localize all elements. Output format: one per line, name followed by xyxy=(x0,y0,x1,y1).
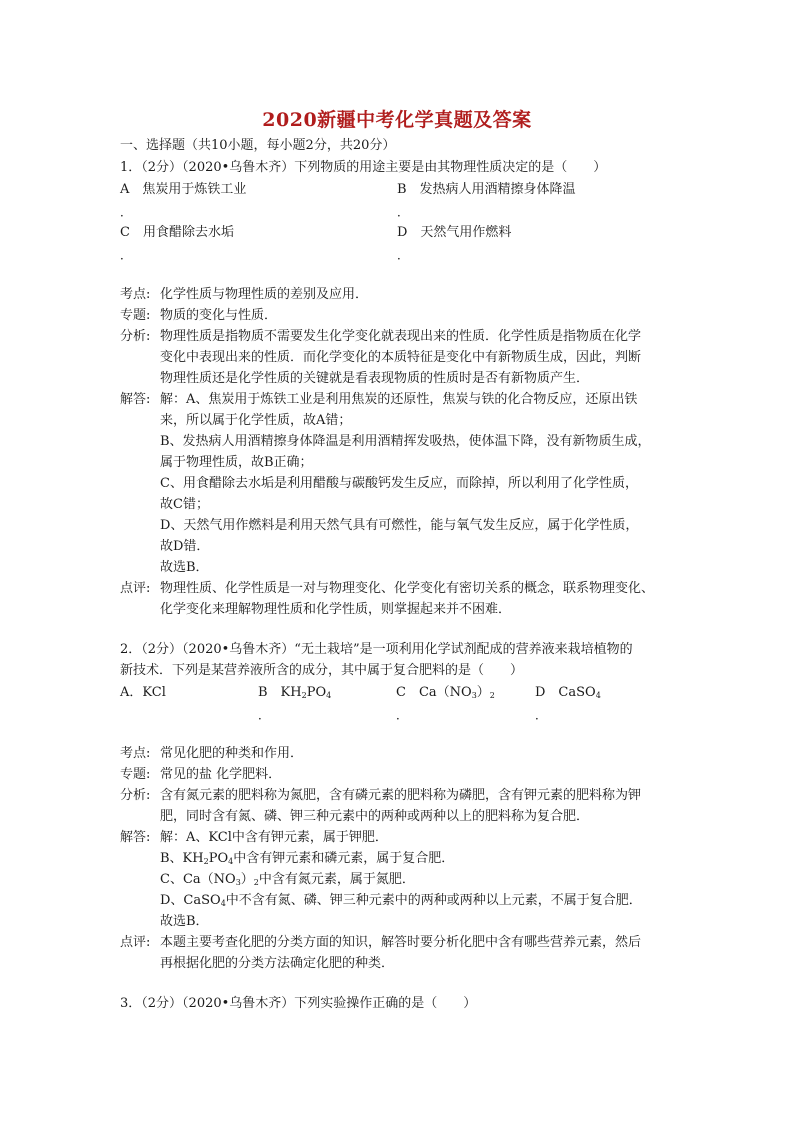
q2-zhuanti: 常见的盐 化学肥料． xyxy=(160,767,282,782)
q1-jieda-line: 故选B． xyxy=(160,560,209,575)
q1-dianping-line: 化学变化来理解物理性质和化学性质，则掌握起来并不困难． xyxy=(160,602,512,617)
option-dot: ． xyxy=(397,248,410,262)
q2-jieda-label: 解答: xyxy=(120,830,151,845)
q1-kaodian: 化学性质与物理性质的差别及应用． xyxy=(160,287,369,302)
q2-jieda-line: D、CaSO$_4$中不含有氮、磷、钾三种元素中的两种或两种以上元素，不属于复合肥． xyxy=(160,893,642,908)
q1-option-c: C 用食醋除去水垢 xyxy=(120,225,234,240)
q2-dianping-label: 点评: xyxy=(120,935,151,950)
q1-jieda-line: 解：A、焦炭用于炼铁工业是利用焦炭的还原性，焦炭与铁的化合物反应，还原出铁 xyxy=(160,392,638,407)
q2-fenxi-label: 分析: xyxy=(120,788,151,803)
option-dot: ． xyxy=(120,248,133,262)
document-title: 2020新疆中考化学真题及答案 xyxy=(262,109,532,131)
q1-fenxi-label: 分析: xyxy=(120,329,151,344)
q2-fenxi-line: 含有氮元素的肥料称为氮肥，含有磷元素的肥料称为磷肥，含有钾元素的肥料称为钾 xyxy=(160,788,642,803)
q1-kaodian-label: 考点: xyxy=(120,287,151,302)
q1-stem: 1．（2分）（2020•乌鲁木齐）下列物质的用途主要是由其物理性质决定的是（ ） xyxy=(120,160,607,175)
q1-jieda-line: 故D错． xyxy=(160,539,210,554)
section-heading: 一、选择题（共10小题，每小题2分，共20分） xyxy=(120,138,396,153)
q2-kaodian: 常见化肥的种类和作用． xyxy=(160,746,304,761)
q1-jieda-line: D、天然气用作燃料是利用天然气具有可燃性，能与氧气发生反应，属于化学性质， xyxy=(160,518,639,533)
q1-fenxi-line: 物理性质还是化学性质的关键就是看表现物质的性质时是否有新物质产生． xyxy=(160,371,590,386)
q2-jieda-line: 解：A、KCl中含有钾元素，属于钾肥． xyxy=(160,830,388,845)
option-dot: ． xyxy=(258,708,271,722)
q1-dianping-label: 点评: xyxy=(120,581,151,596)
q2-jieda-line: 故选B． xyxy=(160,914,209,929)
q1-jieda-line: 故C错； xyxy=(160,497,209,512)
q2-fenxi-line: 肥，同时含有氮、磷、钾三种元素中的两种或两种以上的肥料称为复合肥． xyxy=(160,809,590,824)
q1-option-b: B 发热病人用酒精擦身体降温 xyxy=(397,182,576,197)
q1-dianping-line: 物理性质、化学性质是一对与物理变化、化学变化有密切关系的概念，联系物理变化、 xyxy=(160,581,655,596)
q2-dianping-line: 本题主要考查化肥的分类方面的知识，解答时要分析化肥中含有哪些营养元素，然后 xyxy=(160,935,642,950)
q2-stem-line: 2．（2分）（2020•乌鲁木齐）“无土栽培”是一项利用化学试剂配成的营养液来栽培植物的 xyxy=(120,642,633,657)
q2-option-d: D CaSO$_4$ xyxy=(535,685,601,700)
q1-jieda-line: B、发热病人用酒精擦身体降温是利用酒精挥发吸热，使体温下降，没有新物质生成， xyxy=(160,434,651,449)
option-dot: ． xyxy=(120,205,133,219)
q2-option-a: A．KCl xyxy=(120,685,166,700)
q3-stem: 3．（2分）（2020•乌鲁木齐）下列实验操作正确的是（ ） xyxy=(120,996,477,1011)
q1-option-d: D 天然气用作燃料 xyxy=(397,225,512,240)
q1-fenxi-line: 物理性质是指物质不需要发生化学变化就表现出来的性质．化学性质是指物质在化学 xyxy=(160,329,642,344)
q2-stem-line: 新技术．下列是某营养液所含的成分，其中属于复合肥料的是（ ） xyxy=(120,663,524,678)
q1-jieda-label: 解答: xyxy=(120,392,151,407)
q2-zhuanti-label: 专题: xyxy=(120,767,151,782)
q1-jieda-line: C、用食醋除去水垢是利用醋酸与碳酸钙发生反应，而除掉，所以利用了化学性质， xyxy=(160,476,638,491)
option-dot: ． xyxy=(535,708,548,722)
q1-jieda-line: 来，所以属于化学性质，故A错； xyxy=(160,413,352,428)
q1-zhuanti-label: 专题: xyxy=(120,308,151,323)
q1-jieda-line: 属于物理性质，故B正确； xyxy=(160,455,313,470)
q1-zhuanti: 物质的变化与性质． xyxy=(160,308,278,323)
q2-jieda-line: B、$KH_2PO_4$中含有钾元素和磷元素，属于复合肥． xyxy=(160,851,455,866)
q2-dianping-line: 再根据化肥的分类方法确定化肥的种类． xyxy=(160,956,395,971)
option-dot: ． xyxy=(397,205,410,219)
option-dot: ． xyxy=(396,708,409,722)
q1-option-a: A 焦炭用于炼铁工业 xyxy=(120,182,247,197)
q2-option-c: C $Ca(NO_3)_2$ xyxy=(396,685,495,700)
q1-fenxi-line: 变化中表现出来的性质．而化学变化的本质特征是变化中有新物质生成，因此，判断 xyxy=(160,350,642,365)
q2-kaodian-label: 考点: xyxy=(120,746,151,761)
q2-jieda-line: C、$Ca(NO_3)_2$中含有氮元素，属于氮肥． xyxy=(160,872,415,887)
q2-option-b: B $KH_2PO_4$ xyxy=(258,685,332,700)
